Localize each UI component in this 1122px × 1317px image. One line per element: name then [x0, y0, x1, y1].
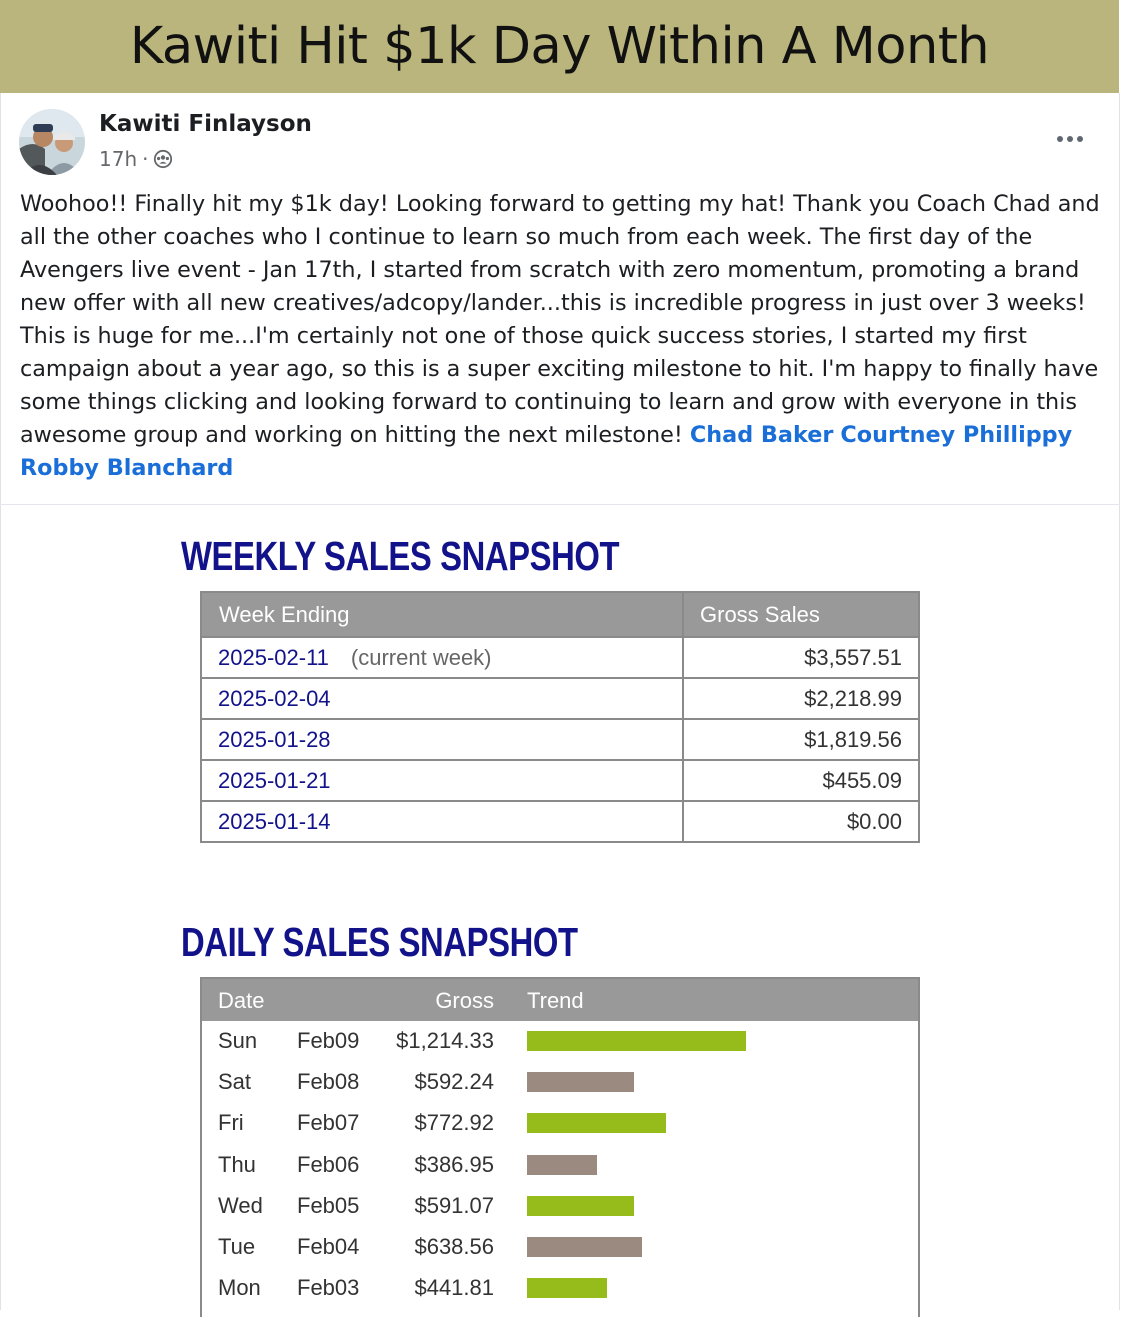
daily-date: Feb06: [297, 1151, 360, 1177]
table-row: [201, 678, 919, 719]
mention-courtney-phillippy[interactable]: Courtney Phillippy: [840, 422, 1073, 448]
table-row: [201, 637, 919, 678]
mention-robby-blanchard[interactable]: Robby Blanchard: [20, 455, 234, 481]
table-row: [201, 801, 919, 842]
daily-day: Sat: [218, 1069, 252, 1095]
trend-bar: [527, 1113, 666, 1133]
week-date: 2025-01-14: [218, 808, 331, 834]
trend-bar: [527, 1237, 642, 1257]
mention-chad-baker[interactable]: Chad Baker: [689, 422, 834, 448]
daily-date: Feb05: [297, 1192, 360, 1218]
post-body: [20, 188, 1100, 485]
more-options-icon: [1055, 135, 1085, 143]
daily-gross: $638.56: [414, 1233, 494, 1259]
daily-header-gross: Gross: [435, 988, 494, 1013]
weekly-title: WEEKLY SALES SNAPSHOT: [181, 533, 620, 579]
table-row: [202, 1062, 918, 1103]
daily-gross: $772.92: [414, 1110, 494, 1136]
week-gross: $455.09: [683, 760, 919, 801]
daily-day: Mon: [218, 1275, 261, 1301]
table-row: [202, 1021, 918, 1062]
week-gross: $2,218.99: [683, 678, 919, 719]
week-cell: [201, 678, 683, 719]
post-meta: [99, 147, 173, 171]
daily-sales-table: [200, 977, 920, 1317]
weekly-header-week: Week Ending: [201, 592, 683, 637]
post-text: Woohoo!! Finally hit my $1k day! Looking forward to getting my hat! Thank you Coach Chad and all the other coaches who I continue to learn so much from each week. The first day of the Avengers live event - Jan 17th, I started from scratch with zero momentum, promoting a brand new offer with all new creatives/adcopy/lander...this is incredible progress in just over 3 weeks! This is huge for me...I'm certainly not one of those quick success stories, I started my first campaign about a year ago, so this is a super exciting milestone to hit. I'm happy to finally have some things clicking and looking forward to continuing to learn and grow with everyone in this awesome group and working on hitting the next milestone!: [20, 191, 1100, 448]
trend-bar: [527, 1031, 746, 1051]
week-gross: $0.00: [683, 801, 919, 842]
avatar[interactable]: [19, 109, 85, 175]
banner-title: Kawiti Hit $1k Day Within A Month: [129, 17, 990, 76]
daily-day: Sun: [218, 1028, 258, 1053]
daily-gross: $591.07: [414, 1192, 494, 1218]
trend-bar: [527, 1196, 634, 1216]
daily-title: DAILY SALES SNAPSHOT: [181, 919, 578, 965]
post-divider: [0, 504, 1120, 505]
more-options-button[interactable]: [1048, 124, 1092, 154]
daily-day: Thu: [218, 1151, 256, 1177]
table-row: [202, 1145, 918, 1186]
daily-header-date: Date: [218, 988, 265, 1013]
daily-day: Wed: [218, 1192, 263, 1218]
week-gross: $1,819.56: [683, 719, 919, 760]
daily-gross: $1,214.33: [396, 1028, 494, 1053]
weekly-header-gross: Gross Sales: [683, 592, 919, 637]
week-cell: [201, 719, 683, 760]
week-cell: [201, 801, 683, 842]
table-row: [202, 1103, 918, 1144]
post-time[interactable]: 17h: [99, 147, 138, 171]
daily-date: Feb08: [297, 1069, 360, 1095]
daily-gross: $441.81: [414, 1275, 494, 1301]
week-date: 2025-02-04: [218, 685, 331, 711]
trend-bar: [527, 1278, 607, 1298]
trend-bar: [527, 1072, 634, 1092]
table-row: [202, 1227, 918, 1268]
table-row: [201, 760, 919, 801]
current-week-note: (current week): [350, 644, 492, 670]
daily-header-trend: Trend: [527, 988, 584, 1013]
week-date: 2025-01-28: [218, 726, 331, 752]
daily-gross: $592.24: [414, 1069, 494, 1095]
author-name[interactable]: Kawiti Finlayson: [99, 111, 312, 137]
daily-date: Feb04: [297, 1233, 360, 1259]
meta-separator: ·: [142, 147, 149, 171]
avatar-photo-icon: [19, 109, 85, 175]
daily-day: Tue: [218, 1233, 256, 1259]
trend-bar: [527, 1155, 597, 1175]
group-icon: [153, 149, 173, 169]
daily-date: Feb03: [297, 1275, 360, 1301]
table-row: [201, 719, 919, 760]
daily-date: Feb09: [297, 1028, 360, 1053]
daily-day: Fri: [218, 1110, 244, 1136]
title-banner: [0, 0, 1119, 93]
week-gross: $3,557.51: [683, 637, 919, 678]
weekly-sales-table: [200, 591, 920, 843]
week-cell: [201, 760, 683, 801]
daily-gross: $386.95: [414, 1151, 494, 1177]
daily-date: Feb07: [297, 1110, 360, 1136]
table-row: [202, 1268, 918, 1309]
week-date: 2025-02-11: [218, 644, 329, 670]
weekly-header-row: [201, 592, 919, 637]
daily-header-row: [202, 979, 918, 1021]
table-row: [202, 1186, 918, 1227]
week-cell: [201, 637, 683, 678]
week-date: 2025-01-21: [218, 767, 331, 793]
